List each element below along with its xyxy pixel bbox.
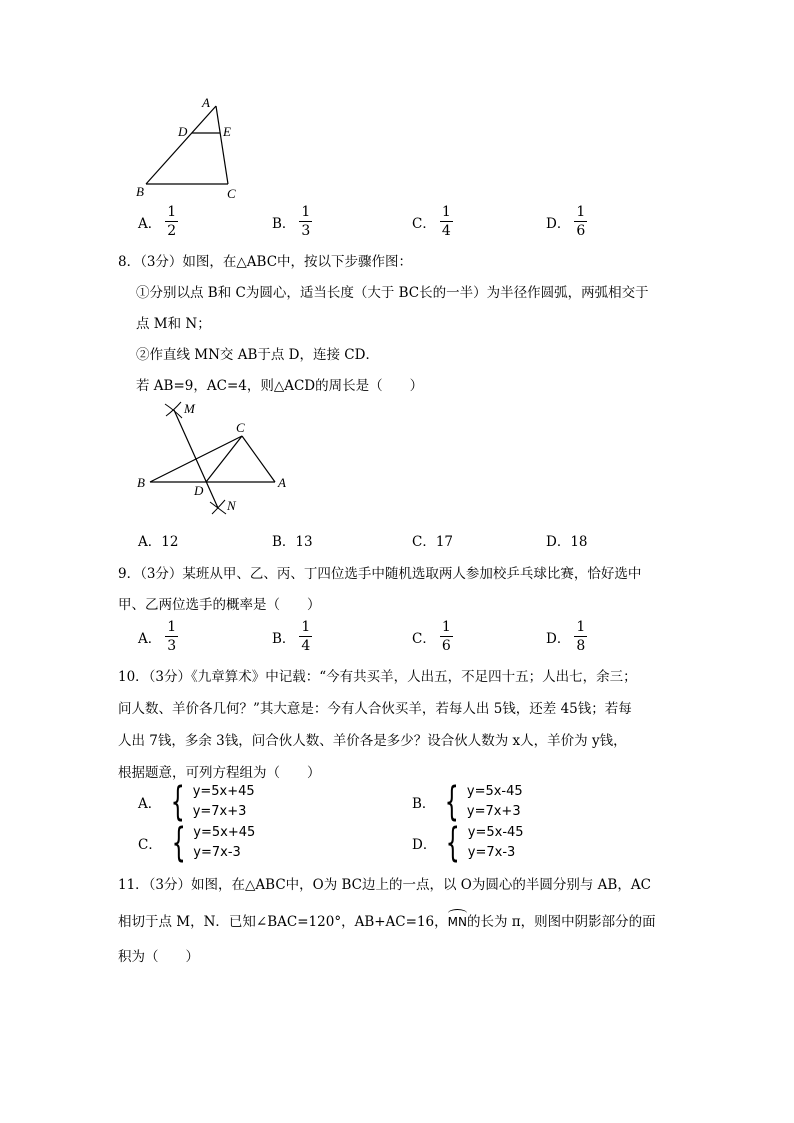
q11-stem-line1: 11．（3分）如图，在△ABC中，O为 BC边上的一点，以 O为圆心的半圆分别与 AB，AC [118,877,651,893]
q11-arc-mn: MN [447,915,467,929]
q9-option-d-fraction [574,620,587,653]
q11-stem-line2 [118,910,656,930]
q7-option-a[interactable] [138,205,178,238]
q8-option-a[interactable]: A．12 [138,534,179,550]
q10-option-b-system [435,779,523,825]
q9-option-a-fraction [165,620,178,653]
q10-option-d[interactable] [412,820,524,866]
q8-side-ca [242,436,275,482]
q7-option-d[interactable] [546,205,587,238]
q11-stem-line3: 积为（ ） [118,949,199,965]
q9-stem-line2: 甲、乙两位选手的概率是（ ） [118,597,321,613]
q7-option-d-label: D． [546,215,571,232]
q8-arc-mark-m [165,404,182,418]
equation-1: y=5x-45 [466,784,523,799]
q10-option-a-label: A． [138,796,162,812]
q9-stem-line1: 9．（3分）某班从甲、乙、丙、丁四位选手中随机选取两人参加校乒乓球比赛，恰好选中 [118,566,642,582]
q9-option-c-label: C． [412,630,436,647]
q9-option-b-fraction [299,620,312,653]
q9-option-a[interactable] [138,620,178,653]
q9-option-b-label: B． [272,630,296,647]
q7-label-a: A [202,95,210,110]
q7-option-c-label: C． [412,215,436,232]
q10-stem-line4: 根据题意，可列方程组为（ ） [118,765,321,781]
q10-option-c-label: C． [138,837,162,853]
q7-label-c: C [227,186,236,201]
q7-option-b-label: B． [272,215,296,232]
numerator: 1 [441,204,451,220]
q10-option-a-system [161,779,255,825]
numerator: 1 [576,204,586,220]
q9-option-d[interactable] [546,620,587,653]
q11-line2-part2: 的长为 π，则图中阴影部分的面 [466,914,656,930]
equation-2: y=7x-3 [467,845,516,860]
q10-option-b-label: B． [412,796,436,812]
q8-segment-cd [206,436,242,482]
q8-option-c[interactable]: C．17 [412,534,454,550]
brace-icon: { [445,779,460,825]
equation-2: y=7x+3 [466,804,521,819]
q9-option-c[interactable] [412,620,453,653]
q10-option-a[interactable] [138,779,255,825]
q7-label-b: B [136,184,144,199]
denominator: 4 [301,638,311,654]
denominator: 3 [301,223,311,239]
q8-option-d[interactable]: D．18 [546,534,588,550]
q8-step2: ②作直线 MN交 AB于点 D，连接 CD． [136,347,379,363]
q8-step1-line1: ①分别以点 B和 C为圆心，适当长度（大于 BC长的一半）为半径作圆弧，两弧相交于 [136,285,649,301]
q7-option-a-label: A． [138,215,162,232]
q8-label-a: A [278,475,286,490]
denominator: 4 [441,223,451,239]
equation-1: y=5x+45 [193,825,256,840]
q8-option-b[interactable]: B．13 [272,534,313,550]
q10-option-d-label: D． [412,837,437,853]
numerator: 1 [441,619,451,635]
q10-stem-line2: 问人数、羊价各几何？”其大意是：今有人合伙买羊，若每人出 5钱，还差 45钱；若每 [118,701,632,717]
q7-side-ac [216,106,228,184]
equation-2: y=7x-3 [193,845,241,860]
q7-option-b[interactable] [272,205,312,238]
q7-option-b-fraction [299,205,312,238]
q8-stem-line1: 8．（3分）如图，在△ABC中，按以下步骤作图： [118,254,413,270]
q10-option-b[interactable] [412,779,523,825]
denominator: 8 [576,638,586,654]
equation-2: y=7x+3 [192,804,247,819]
q10-option-d-system [436,820,524,866]
q7-option-d-fraction [574,205,587,238]
q8-label-c: C [236,420,245,435]
denominator: 3 [167,638,177,654]
q9-option-d-label: D． [546,630,571,647]
q8-construction-figure [130,396,300,518]
q10-stem-line1: 10．（3分）《九章算术》中记载：“今有共买羊，人出五，不足四十五；人出七，余三； [118,669,637,685]
q7-option-c-fraction [440,205,453,238]
q7-option-c[interactable] [412,205,453,238]
q7-option-a-fraction [165,205,178,238]
q9-option-a-label: A． [138,630,162,647]
q8-label-d: D [194,483,204,498]
q8-label-b: B [137,475,145,490]
brace-icon: { [170,779,185,825]
denominator: 6 [441,638,451,654]
q8-label-n: N [227,498,236,513]
q10-option-c[interactable] [138,820,256,866]
q8-label-m: M [184,401,195,416]
numerator: 1 [576,619,586,635]
brace-icon: { [171,820,186,866]
q7-label-e: E [223,124,231,139]
numerator: 1 [167,204,177,220]
equation-1: y=5x+45 [192,784,255,799]
q8-question: 若 AB=9，AC=4，则△ACD的周长是（ ） [136,378,424,394]
numerator: 1 [301,204,311,220]
q10-stem-line3: 人出 7钱，多余 3钱，问合伙人数、羊价各是多少？设合伙人数为 x人，羊价为 y钱， [118,733,627,749]
q9-option-c-fraction [440,620,453,653]
q10-option-c-system [162,820,256,866]
brace-icon: { [446,820,461,866]
numerator: 1 [301,619,311,635]
q7-side-ab [146,106,216,184]
q7-label-d: D [178,124,188,139]
q8-step1-line2: 点 M和 N； [136,316,211,332]
q7-triangle-figure [130,92,250,204]
q11-line2-part1: 相切于点 M，N．已知∠BAC=120°，AB+AC=16， [118,914,448,930]
q8-arc-mark-m2 [166,402,181,416]
denominator: 2 [167,223,177,239]
q9-option-b[interactable] [272,620,312,653]
equation-1: y=5x-45 [467,825,524,840]
denominator: 6 [576,223,586,239]
numerator: 1 [167,619,177,635]
